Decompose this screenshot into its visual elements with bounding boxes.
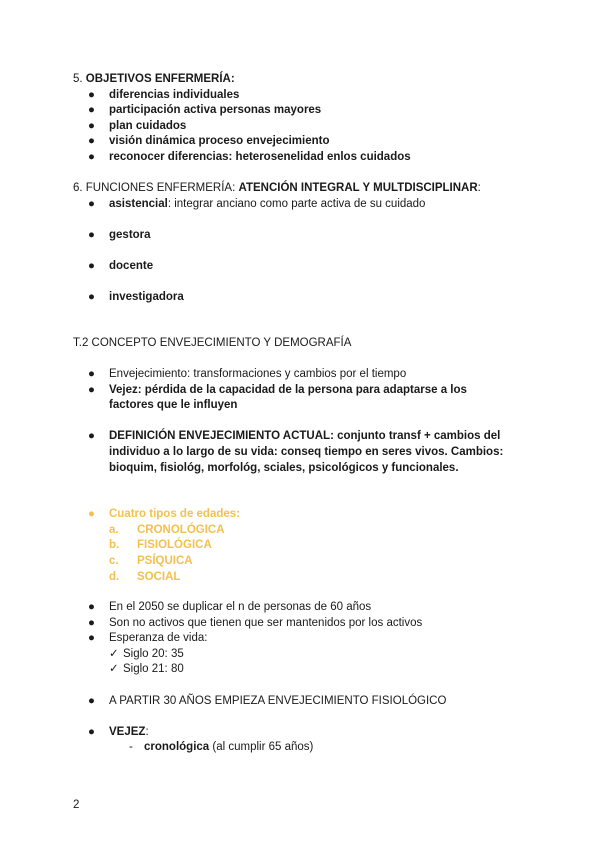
bullet-icon: ● xyxy=(88,259,95,272)
list-item: ● plan cuidados xyxy=(73,119,533,135)
list-item: ● Son no activos que tienen que ser mantenidos por los activos xyxy=(73,616,533,632)
section-6-list xyxy=(73,197,533,306)
list-item: ● diferencias individuales xyxy=(73,88,533,104)
bullet-icon: ● xyxy=(88,135,95,148)
section-5-number: 5. xyxy=(73,73,83,85)
section-6-heading: 6. FUNCIONES ENFERMERÍA: ATENCIÓN INTEGRAL Y MULTDISCIPLINAR: xyxy=(73,182,481,194)
bullet-icon: ● xyxy=(88,104,95,117)
list-item: ● VEJEZ: xyxy=(73,725,533,741)
edad-item: d. SOCIAL xyxy=(109,570,181,583)
list-item: ● docente xyxy=(73,259,533,275)
bullet-icon: ● xyxy=(88,368,95,380)
list-item: ● DEFINICIÓN ENVEJECIMIENTO ACTUAL: conjunto transf + cambios del individuo a lo largo de su vida: conseq tiempo en seres vivos. Cambios: bioquim, fisiológ, morfológ, sciales, psicológicos y funcionales. xyxy=(88,430,504,474)
t2-heading xyxy=(73,336,351,352)
bullet-icon: ● xyxy=(88,291,95,304)
bullet-icon: ● xyxy=(88,508,95,521)
list-item: ● Vejez: pérdida de la capacidad de la persona para adaptarse a los factores que le influyen xyxy=(88,383,467,412)
t2-list xyxy=(73,367,533,585)
edad-item: b. FISIOLÓGICA xyxy=(109,539,212,552)
list-item: ● Esperanza de vida: xyxy=(73,631,533,647)
list-item: ● investigadora xyxy=(73,290,533,306)
section-5-title: OBJETIVOS ENFERMERÍA: xyxy=(85,73,235,85)
check-icon: ✓ xyxy=(109,647,119,660)
list-item: ● reconocer diferencias: heterosenelidad enlos cuidados xyxy=(73,150,533,166)
bullet-icon: ● xyxy=(88,694,95,707)
section-6-title: ATENCIÓN INTEGRAL Y MULTDISCIPLINAR xyxy=(238,182,478,194)
bullet-icon: ● xyxy=(88,228,95,241)
section-6-prefix: 6. FUNCIONES ENFERMERÍA: xyxy=(73,182,239,194)
bullet-icon: ● xyxy=(88,150,95,163)
edades-item: ● Cuatro tipos de edades: xyxy=(73,507,533,523)
list-item: ● En el 2050 se duplicar el n de personas de 60 años xyxy=(73,600,533,616)
list-item: ● asistencial: integrar anciano como parte activa de su cuidado xyxy=(73,197,533,213)
list-item: ● gestora xyxy=(73,228,533,244)
check-item: ✓ Siglo 21: 80 xyxy=(73,662,533,678)
bullet-icon: ● xyxy=(88,197,95,210)
bullet-icon: ● xyxy=(88,725,95,738)
list-item: ● participación activa personas mayores xyxy=(73,103,533,119)
bullet-icon: ● xyxy=(88,383,95,396)
list-item: ● A PARTIR 30 AÑOS EMPIEZA ENVEJECIMIENTO FISIOLÓGICO xyxy=(73,694,533,710)
check-item: ✓ Siglo 20: 35 xyxy=(73,647,533,663)
section-5-heading xyxy=(73,72,235,88)
t2-title: T.2 CONCEPTO ENVEJECIMIENTO Y DEMOGRAFÍA xyxy=(73,337,352,349)
edad-item: c. PSÍQUICA xyxy=(109,554,193,567)
t2-list-2 xyxy=(73,600,533,756)
page-number: 2 xyxy=(73,799,80,811)
edad-item: a. CRONOLÓGICA xyxy=(109,523,225,536)
bullet-icon: ● xyxy=(88,88,95,101)
bullet-icon: ● xyxy=(88,616,95,629)
dash-icon: - xyxy=(129,741,133,754)
dash-item: - cronológica (al cumplir 65 años) xyxy=(73,740,533,756)
check-icon: ✓ xyxy=(109,663,119,676)
bullet-icon: ● xyxy=(88,601,95,613)
bullet-icon: ● xyxy=(88,632,95,645)
bullet-icon: ● xyxy=(88,430,95,443)
list-item: ● Envejecimiento: transformaciones y cambios por el tiempo xyxy=(73,367,533,383)
list-item: ● visión dinámica proceso envejecimiento xyxy=(73,134,533,150)
section-5-list xyxy=(73,88,533,166)
bullet-icon: ● xyxy=(88,119,95,132)
